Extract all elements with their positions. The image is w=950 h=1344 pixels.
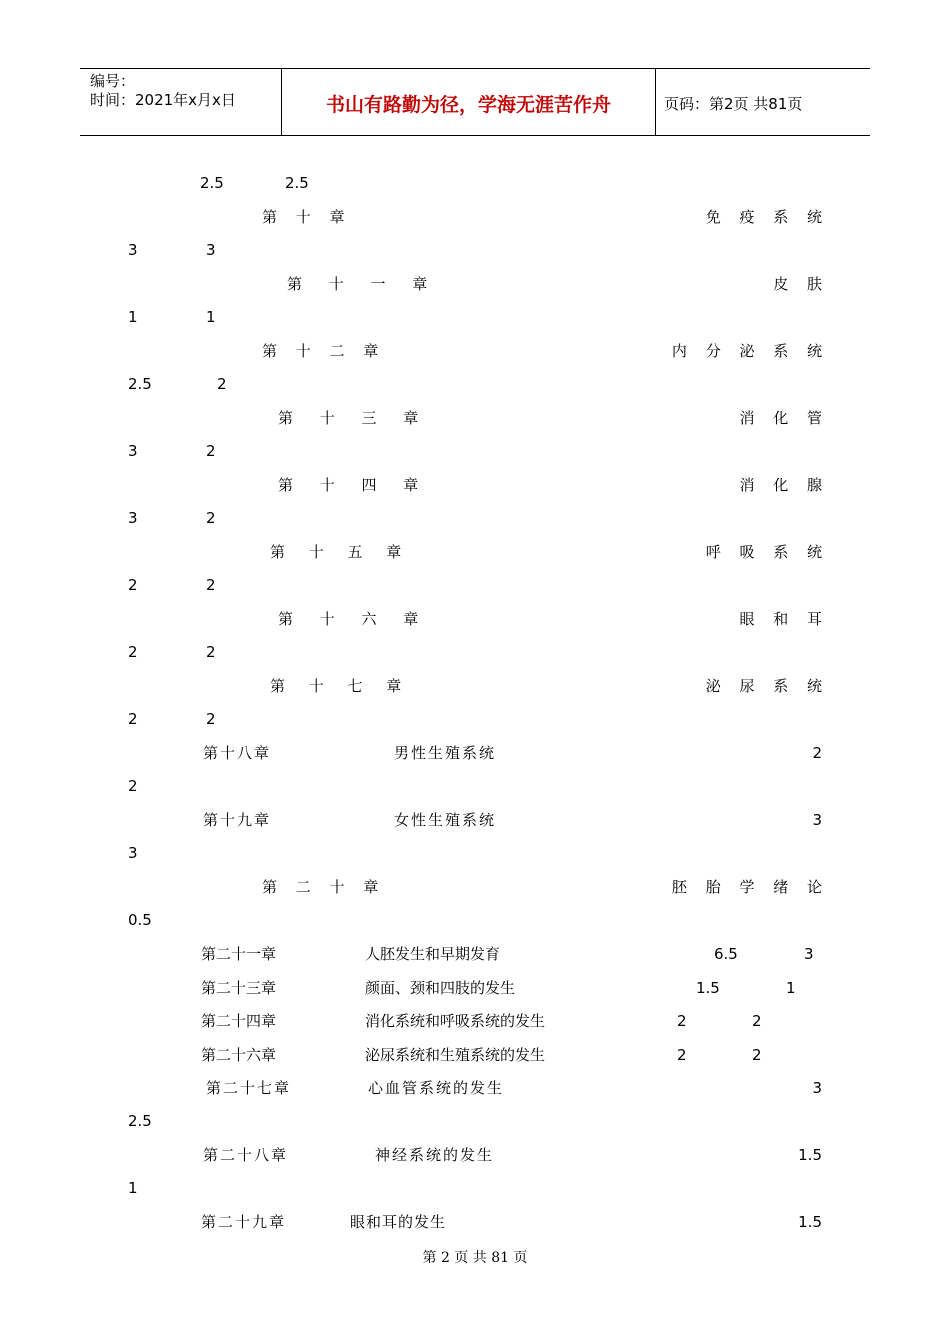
chapter-title: 内 分 泌 系 统 xyxy=(671,342,822,360)
chapter-title: 皮 肤 xyxy=(773,275,822,293)
chapter-number: 第 十 章 xyxy=(262,208,345,226)
chapter-title: 男性生殖系统 xyxy=(394,744,497,762)
chapter-title: 眼和耳的发生 xyxy=(350,1213,447,1231)
page-footer: 第 2 页 共 81 页 xyxy=(422,1250,528,1266)
chapter-title: 免 疫 系 统 xyxy=(705,208,822,226)
credit-value: 2 xyxy=(677,1012,687,1030)
credit-value: 0.5 xyxy=(128,911,152,929)
credit-value: 2 xyxy=(128,710,138,728)
credit-value: 2 xyxy=(128,643,138,661)
serial-label: 编号： xyxy=(90,72,136,90)
chapter-title: 消 化 管 xyxy=(739,409,822,427)
chapter-title: 呼 吸 系 统 xyxy=(705,543,822,561)
credit-value: 2.5 xyxy=(200,174,224,192)
header-rule-top xyxy=(80,68,870,69)
hours-value: 2 xyxy=(206,509,216,527)
hours-value: 2 xyxy=(206,576,216,594)
credit-value: 1 xyxy=(128,308,138,326)
hours-value: 2 xyxy=(206,643,216,661)
credit-value: 3 xyxy=(812,1079,822,1097)
chapter-number: 第 十 四 章 xyxy=(278,476,419,494)
time-label: 时间：2021年x月x日 xyxy=(90,91,236,109)
hours-value: 2 xyxy=(206,442,216,460)
header-left-cell xyxy=(90,72,236,110)
header-page-info: 页码：第2页 共81页 xyxy=(664,95,803,113)
chapter-title: 心血管系统的发生 xyxy=(368,1079,505,1097)
hours-value: 3 xyxy=(804,945,814,963)
credit-value: 2 xyxy=(128,576,138,594)
credit-value: 1.5 xyxy=(798,1146,822,1164)
chapter-number: 第二十八章 xyxy=(203,1146,289,1164)
chapter-title: 泌 尿 系 统 xyxy=(705,677,822,695)
hours-value: 1 xyxy=(786,979,796,997)
hours-value: 2 xyxy=(752,1012,762,1030)
credit-value: 3 xyxy=(128,442,138,460)
chapter-number: 第十九章 xyxy=(203,811,272,829)
chapter-title: 胚 胎 学 绪 论 xyxy=(671,878,822,896)
chapter-number: 第二十六章 xyxy=(201,1046,277,1064)
chapter-number: 第二十三章 xyxy=(201,979,277,997)
hours-value: 2 xyxy=(217,375,227,393)
chapter-number: 第 十 三 章 xyxy=(278,409,419,427)
credit-value: 3 xyxy=(128,509,138,527)
hours-value: 2 xyxy=(206,710,216,728)
credit-value: 2 xyxy=(677,1046,687,1064)
chapter-number: 第 十 七 章 xyxy=(270,677,402,695)
credit-value: 2 xyxy=(812,744,822,762)
chapter-title: 眼 和 耳 xyxy=(739,610,822,628)
credit-value: 3 xyxy=(128,241,138,259)
hours-value: 2 xyxy=(128,777,138,795)
hours-value: 1 xyxy=(128,1179,138,1197)
header-rule-bottom xyxy=(80,135,870,136)
header-divider xyxy=(655,68,656,136)
chapter-number: 第二十九章 xyxy=(201,1213,287,1231)
chapter-number: 第 二 十 章 xyxy=(262,878,379,896)
chapter-number: 第 十 五 章 xyxy=(270,543,402,561)
credit-value: 6.5 xyxy=(714,945,738,963)
credit-value: 2.5 xyxy=(128,375,152,393)
chapter-number: 第 十 二 章 xyxy=(262,342,379,360)
chapter-title: 消化系统和呼吸系统的发生 xyxy=(365,1012,546,1030)
hours-value: 3 xyxy=(206,241,216,259)
chapter-title: 人胚发生和早期发育 xyxy=(365,945,501,963)
hours-value: 1 xyxy=(206,308,216,326)
hours-value: 3 xyxy=(128,844,138,862)
hours-value: 2.5 xyxy=(128,1112,152,1130)
chapter-number: 第十八章 xyxy=(203,744,272,762)
chapter-title: 神经系统的发生 xyxy=(375,1146,495,1164)
chapter-title: 女性生殖系统 xyxy=(394,811,497,829)
credit-value: 1.5 xyxy=(798,1213,822,1231)
chapter-number: 第二十四章 xyxy=(201,1012,277,1030)
chapter-number: 第 十 一 章 xyxy=(287,275,428,293)
chapter-number: 第二十七章 xyxy=(206,1079,292,1097)
hours-value: 2.5 xyxy=(285,174,309,192)
chapter-title: 泌尿系统和生殖系统的发生 xyxy=(365,1046,546,1064)
chapter-title: 消 化 腺 xyxy=(739,476,822,494)
chapter-number: 第 十 六 章 xyxy=(278,610,419,628)
chapter-number: 第二十一章 xyxy=(201,945,277,963)
hours-value: 2 xyxy=(752,1046,762,1064)
credit-value: 3 xyxy=(812,811,822,829)
credit-value: 1.5 xyxy=(696,979,720,997)
chapter-title: 颜面、颈和四肢的发生 xyxy=(365,979,516,997)
header-motto: 书山有路勤为径，学海无涯苦作舟 xyxy=(325,94,611,116)
